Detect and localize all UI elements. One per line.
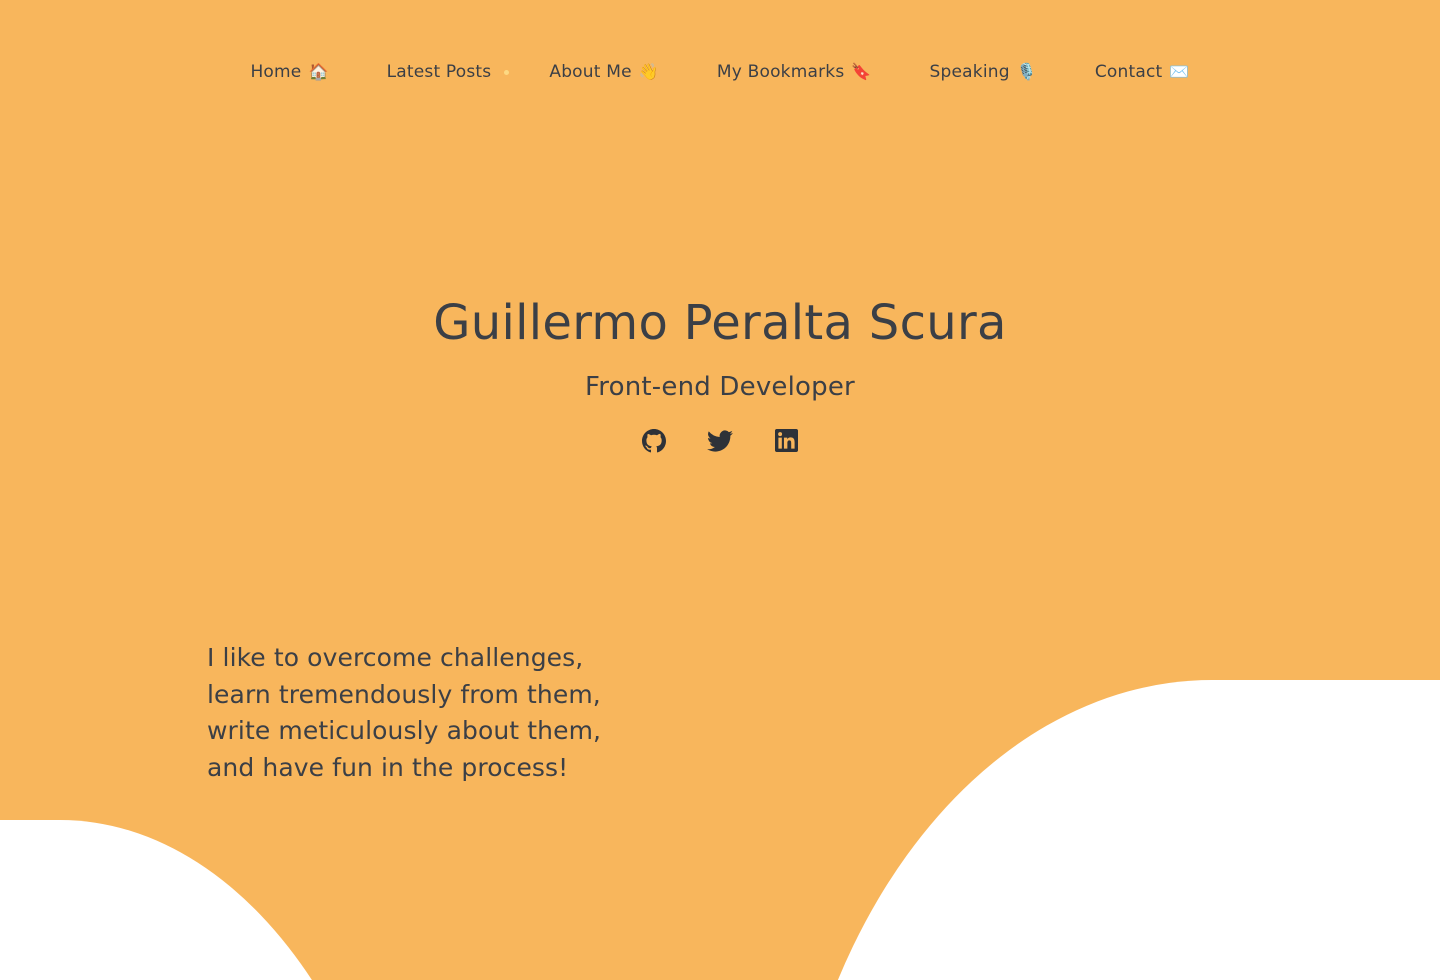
bio-text: I like to overcome challenges, learn tremendously from them, write meticulously about them, and have fun in the process! <box>207 643 602 782</box>
github-icon[interactable] <box>641 428 667 454</box>
nav-item-contact[interactable] <box>1095 62 1190 82</box>
decorative-curve-right <box>780 680 1440 980</box>
page-title: Guillermo Peralta Scura <box>433 295 1007 351</box>
decorative-curve-left <box>0 820 420 980</box>
envelope-icon: ✉️ <box>1169 62 1190 81</box>
house-icon: 🏠 <box>308 62 329 81</box>
nav-item-label: My Bookmarks <box>716 62 845 82</box>
bookmark-icon: 🔖 <box>851 62 872 81</box>
nav-item-my-bookmarks[interactable] <box>717 62 872 82</box>
main-navigation <box>0 0 1440 82</box>
nav-item-label: Speaking <box>929 62 1010 82</box>
nav-item-label: Home <box>250 62 302 82</box>
hero-section <box>0 297 1440 454</box>
twitter-icon[interactable] <box>707 428 733 454</box>
microphone-icon: 🎙️ <box>1016 62 1037 81</box>
nav-item-latest-posts[interactable] <box>387 62 492 82</box>
social-links <box>0 428 1440 454</box>
nav-item-about-me[interactable] <box>549 62 659 82</box>
nav-item-label: Latest Posts <box>386 62 492 82</box>
linkedin-icon[interactable] <box>773 428 799 454</box>
nav-item-indicator-dot <box>504 70 509 75</box>
nav-item-home[interactable] <box>250 62 328 82</box>
page-subtitle: Front-end Developer <box>585 371 855 402</box>
waving-hand-icon: 👋 <box>638 62 659 81</box>
nav-item-speaking[interactable] <box>930 62 1037 82</box>
nav-item-label: About Me <box>549 62 632 82</box>
nav-item-label: Contact <box>1094 62 1163 82</box>
